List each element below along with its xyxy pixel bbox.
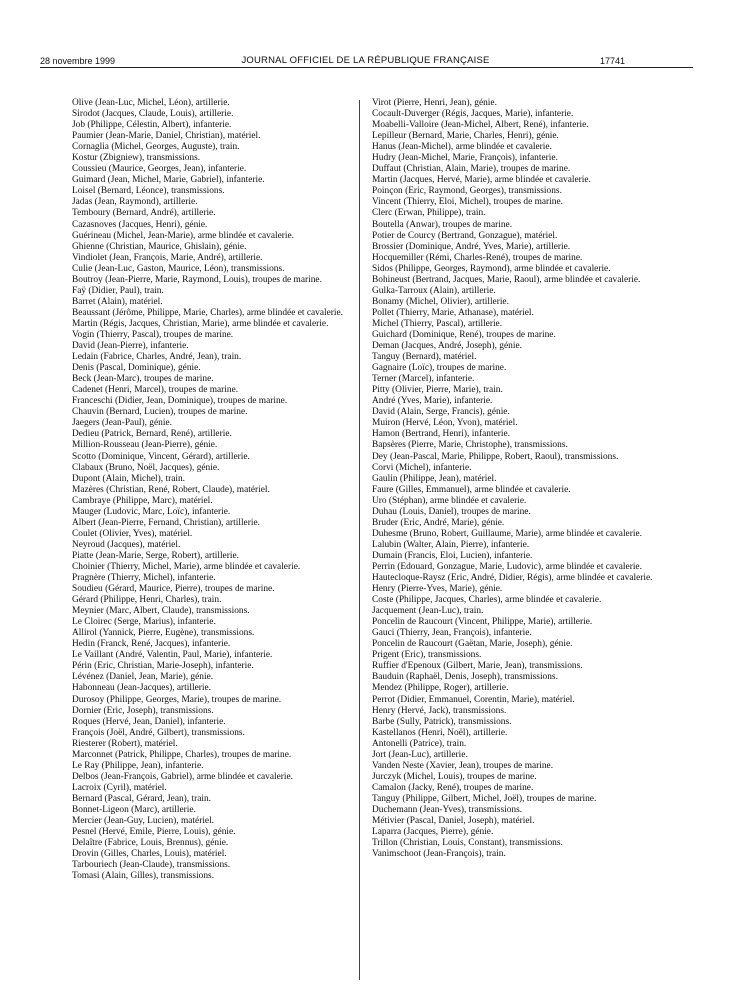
list-item: Tanguy (Philippe, Gilbert, Michel, Joël), troupes de marine. (372, 793, 597, 804)
list-item: Mercier (Jean-Guy, Lucien), matériel. (72, 816, 215, 827)
page-number: 17741 (600, 56, 626, 66)
list-item: Faÿ (Didier, Paul), train. (72, 285, 164, 296)
list-item: Allirol (Yannick, Pierre, Eugène), transmissions. (72, 628, 255, 639)
list-item: Henry (Pierre-Yves, Marie), génie. (372, 584, 503, 595)
list-item: Guichard (Dominique, René), troupes de marine. (372, 329, 556, 340)
list-item: Hedin (Franck, René, Jacques), infanterie. (72, 639, 231, 650)
list-item: Dumain (Francis, Eloi, Lucien), infanterie. (372, 550, 533, 561)
list-item: Dornier (Eric, Joseph), transmissions. (72, 705, 214, 716)
list-item: Potier de Courcy (Bertrand, Gonzague), matériel. (372, 230, 558, 241)
list-item: Bauduin (Raphaël, Denis, Joseph), transmissions. (372, 672, 558, 683)
list-item: Bohineust (Bertrand, Jacques, Marie, Raoul), arme blindée et cavalerie. (372, 274, 641, 285)
list-item: Riesterer (Robert), matériel. (72, 738, 178, 749)
list-item: Piatte (Jean-Marie, Serge, Robert), artillerie. (72, 550, 239, 561)
list-item: Mauger (Ludovic, Marc, Loïc), infanterie. (72, 506, 231, 517)
list-item: Lalubin (Walter, Alain, Pierre), infanterie. (372, 539, 530, 550)
list-item: Le Ray (Philippe, Jean), infanterie. (72, 760, 204, 771)
list-item: Kostur (Zbigniew), transmissions. (72, 153, 201, 164)
list-item: Perrot (Didier, Emmanuel, Corentin, Marie), matériel. (372, 694, 575, 705)
list-item: Olive (Jean-Luc, Michel, Léon), artillerie. (72, 98, 230, 108)
list-item: David (Alain, Serge, Francis), génie. (372, 407, 510, 418)
list-item: Ledain (Fabrice, Charles, André, Jean), train. (72, 352, 242, 363)
list-item: David (Jean-Pierre), infanterie. (72, 341, 189, 352)
list-item: Million-Rousseau (Jean-Pierre), génie. (72, 440, 218, 451)
list-item: Vanimschoot (Jean-François), train. (372, 849, 506, 860)
list-item: Le Cloirec (Serge, Marius), infanterie. (72, 617, 216, 628)
list-item: Lacroix (Cyril), matériel. (72, 782, 167, 793)
list-item: Hamon (Bertrand, Henri), infanterie. (372, 429, 510, 440)
list-item: Le Vaillant (André, Valentin, Paul, Marie), infanterie. (72, 650, 273, 661)
list-item: Brossier (Dominique, André, Yves, Marie), artillerie. (372, 241, 571, 252)
list-item: Duffaut (Christian, Alain, Marie), troupes de marine. (372, 164, 571, 175)
list-item: Temboury (Bernard, André), artillerie. (72, 208, 216, 219)
list-item: Delbos (Jean-François, Gabriel), arme blindée et cavalerie. (72, 771, 293, 782)
list-item: Périn (Eric, Christian, Marie-Joseph), infanterie. (72, 661, 254, 672)
list-item: Antonelli (Patrice), train. (372, 738, 467, 749)
list-item: Uro (Stéphan), arme blindée et cavalerie. (372, 495, 527, 506)
list-item: Guimard (Jean, Michel, Marie, Gabriel), infanterie. (72, 175, 265, 186)
list-item: Faure (Gilles, Emmanuel), arme blindée et cavalerie. (372, 484, 571, 495)
list-item: Bruder (Eric, André, Marie), génie. (372, 517, 505, 528)
list-item: Métivier (Pascal, Daniel, Joseph), matériel. (372, 816, 535, 827)
list-item: Drovin (Gilles, Charles, Louis), matériel. (72, 849, 227, 860)
list-item: Laparra (Jacques, Pierre), génie. (372, 827, 494, 838)
list-item: Gauci (Thierry, Jean, François), infanterie. (372, 628, 532, 639)
list-item: Cazasnoves (Jacques, Henri), génie. (72, 219, 208, 230)
list-item: Poinçon (Eric, Raymond, Georges), transmissions. (372, 186, 562, 197)
list-item: Coste (Philippe, Jacques, Charles), arme blindée et cavalerie. (372, 595, 602, 606)
list-item: Corvi (Michel), infanterie. (372, 462, 472, 473)
list-item: Henry (Hervé, Jack), transmissions. (372, 705, 507, 716)
list-item: Albert (Jean-Pierre, Fernand, Christian), artillerie. (72, 517, 260, 528)
list-item: Neyroud (Jacques), matériel. (72, 539, 181, 550)
list-item: Gérard (Philippe, Henri, Charles), train. (72, 595, 222, 606)
list-item: Cocault-Duverger (Régis, Jacques, Marie), infanterie. (372, 109, 574, 120)
list-item: Vincent (Thierry, Eloi, Michel), troupes de marine. (372, 197, 563, 208)
list-item: Hautecloque-Raysz (Eric, André, Didier, Régis), arme blindée et cavalerie. (372, 573, 653, 584)
list-item: Clabaux (Bruno, Noël, Jacques), génie. (72, 462, 220, 473)
list-item: Hanus (Jean-Michel), arme blindée et cavalerie. (372, 142, 552, 153)
list-item: Terner (Marcel), infanterie. (372, 374, 475, 385)
list-item: Dupont (Alain, Michel), train. (72, 473, 185, 484)
list-item: Ghienne (Christian, Maurice, Ghislain), génie. (72, 241, 247, 252)
list-item: Pragnère (Thierry, Michel), infanterie. (72, 573, 216, 584)
list-item: Jadas (Jean, Raymond), artillerie. (72, 197, 198, 208)
list-item: Martin (Jacques, Hervé, Marie), arme blindée et cavalerie. (372, 175, 591, 186)
list-item: Beck (Jean-Marc), troupes de marine. (72, 374, 214, 385)
list-item: Boutroy (Jean-Pierre, Marie, Raymond, Louis), troupes de marine. (72, 274, 322, 285)
list-item: Habonneau (Jean-Jacques), artillerie. (72, 683, 211, 694)
list-item: Muiron (Hervé, Léon, Yvon), matériel. (372, 418, 518, 429)
list-item: Vindiolet (Jean, François, Marie, André), artillerie. (72, 252, 263, 263)
list-item: Roques (Hervé, Jean, Daniel), infanterie. (72, 716, 226, 727)
list-item: Coussieu (Maurice, Georges, Jean), infanterie. (72, 164, 247, 175)
list-item: Perrin (Edouard, Gonzague, Marie, Ludovic), arme blindée et cavalerie. (372, 561, 642, 572)
list-item: Tomasi (Alain, Gilles), transmissions. (72, 871, 215, 882)
list-item: Paumier (Jean-Marie, Daniel, Christian), matériel. (72, 131, 261, 142)
list-item: Michel (Thierry, Pascal), artillerie. (372, 318, 503, 329)
list-item: Gagnaire (Loïc), troupes de marine. (372, 363, 507, 374)
list-item: Vanden Neste (Xavier, Jean), troupes de marine. (372, 760, 554, 771)
list-item: Chauvin (Bernard, Lucien), troupes de marine. (72, 407, 248, 418)
list-item: Boutella (Anwar), troupes de marine. (372, 219, 513, 230)
list-item: Delaître (Fabrice, Louis, Brennus), génie. (72, 838, 229, 849)
list-item: Barret (Alain), matériel. (72, 296, 163, 307)
list-item: Soudieu (Gérard, Maurice, Pierre), troupes de marine. (72, 584, 275, 595)
list-item: Pitty (Olivier, Pierre, Marie), train. (372, 385, 503, 396)
list-item: Job (Philippe, Célestin, Albert), infanterie. (72, 120, 232, 131)
list-item: Denis (Pascal, Dominique), génie. (72, 363, 201, 374)
list-item: Tanguy (Bernard), matériel. (372, 352, 477, 363)
list-item: Jacquement (Jean-Luc), train. (372, 606, 484, 617)
list-item: Durosoy (Philippe, Georges, Marie), troupes de marine. (72, 694, 282, 705)
list-item: Guérineau (Michel, Jean-Marie), arme blindée et cavalerie. (72, 230, 295, 241)
list-item: Bonamy (Michel, Olivier), artillerie. (372, 296, 509, 307)
list-item: Loisel (Bernard, Léonce), transmissions. (72, 186, 225, 197)
list-item: François (Joël, André, Gilbert), transmissions. (72, 727, 245, 738)
list-item: Tarbouriech (Jean-Claude), transmissions. (72, 860, 231, 871)
list-item: Bonnet-Ligeon (Marc), artillerie. (72, 805, 196, 815)
list-item: Gaulin (Philippe, Jean), matériel. (372, 473, 497, 484)
list-item: Duhesme (Bruno, Robert, Guillaume, Marie), arme blindée et cavalerie. (372, 528, 642, 539)
list-item: Trillon (Christian, Louis, Constant), transmissions. (372, 838, 563, 849)
list-item: Choinier (Thierry, Michel, Marie), arme blindée et cavalerie. (72, 561, 301, 572)
list-item: Cornaglia (Michel, Georges, Auguste), train. (72, 142, 240, 153)
list-item: Sirodot (Jacques, Claude, Louis), artillerie. (72, 109, 234, 120)
list-item: Prigent (Eric), transmissions. (372, 650, 482, 661)
list-item: Franceschi (Didier, Jean, Dominique), troupes de marine. (72, 396, 288, 407)
list-item: Hudry (Jean-Michel, Marie, François), infanterie. (372, 153, 558, 164)
list-item: Dey (Jean-Pascal, Marie, Philippe, Robert, Raoul), transmissions. (372, 451, 619, 462)
list-item: Mazères (Christian, René, Robert, Claude), matériel. (72, 484, 270, 495)
list-item: Dedieu (Patrick, Bernard, René), artillerie. (72, 429, 232, 440)
list-item: Pesnel (Hervé, Emile, Pierre, Louis), génie. (72, 827, 236, 838)
list-item: Martin (Régis, Jacques, Christian, Marie), arme blindée et cavalerie. (72, 318, 329, 329)
list-item: Mendez (Philippe, Roger), artillerie. (372, 683, 509, 694)
list-item: Duchemann (Jean-Yves), transmissions. (372, 805, 523, 815)
list-item: Clerc (Erwan, Philippe), train. (372, 208, 486, 219)
list-item: Pollet (Thierry, Marie, Athanase), matériel. (372, 307, 534, 318)
page-header (0, 0, 731, 90)
list-item: Jaegers (Jean-Paul), génie. (72, 418, 172, 429)
list-item: Bapsères (Pierre, Marie, Christophe), transmissions. (372, 440, 568, 451)
header-date: 28 novembre 1999 (40, 56, 116, 66)
column-divider (359, 100, 360, 980)
list-item: Beaussant (Jérôme, Philippe, Marie, Charles), arme blindée et cavalerie. (72, 307, 343, 318)
list-item: Sidos (Philippe, Georges, Raymond), arme blindée et cavalerie. (372, 263, 611, 274)
list-item: Deman (Jacques, André, Joseph), génie. (372, 341, 522, 352)
journal-title: JOURNAL OFFICIEL DE LA RÉPUBLIQUE FRANÇAISE (241, 55, 490, 66)
list-item: Lepilleur (Bernard, Marie, Charles, Henri), génie. (372, 131, 559, 142)
right-column (372, 98, 662, 860)
list-item: André (Yves, Marie), infanterie. (372, 396, 493, 407)
list-item: Gulka-Tarroux (Alain), artillerie. (372, 285, 496, 296)
list-item: Jurczyk (Michel, Louis), troupes de marine. (372, 771, 537, 782)
list-item: Cadenet (Henri, Marcel), troupes de marine. (72, 385, 239, 396)
list-item: Marconnet (Patrick, Philippe, Charles), troupes de marine. (72, 749, 292, 760)
list-item: Hocquemiller (Rémi, Charles-René), troupes de marine. (372, 252, 583, 263)
list-item: Moabelli-Valloire (Jean-Michel, Albert, René), infanterie. (372, 120, 589, 131)
list-item: Camalon (Jacky, René), troupes de marine. (372, 782, 534, 793)
list-item: Poncelin de Raucourt (Vincent, Philippe, Marie), artillerie. (372, 617, 593, 628)
list-item: Vogin (Thierry, Pascal), troupes de marine. (72, 329, 234, 340)
list-item: Poncelin de Raucourt (Gaëtan, Marie, Joseph), génie. (372, 639, 573, 650)
list-item: Coulet (Olivier, Yves), matériel. (72, 528, 193, 539)
list-item: Barbe (Sully, Patrick), transmissions. (372, 716, 512, 727)
list-item: Culie (Jean-Luc, Gaston, Maurice, Léon), transmissions. (72, 263, 285, 274)
list-item: Ruffier d'Epenoux (Gilbert, Marie, Jean), transmissions. (372, 661, 583, 672)
list-item: Jort (Jean-Luc), artillerie. (372, 749, 468, 760)
list-item: Cambraye (Philippe, Marc), matériel. (72, 495, 213, 506)
list-item: Bernard (Pascal, Gérard, Jean), train. (72, 793, 211, 804)
list-item: Meynier (Marc, Albert, Claude), transmissions. (72, 606, 250, 617)
left-column (72, 98, 362, 882)
list-item: Duhau (Louis, Daniel), troupes de marine. (372, 506, 531, 517)
list-item: Kastellanos (Henri, Noël), artillerie. (372, 727, 508, 738)
list-item: Scotto (Dominique, Vincent, Gérard), artillerie. (72, 451, 250, 462)
list-item: Lévénez (Daniel, Jean, Marie), génie. (72, 672, 214, 683)
list-item: Virot (Pierre, Henri, Jean), génie. (372, 98, 497, 108)
header-rule (40, 67, 693, 68)
